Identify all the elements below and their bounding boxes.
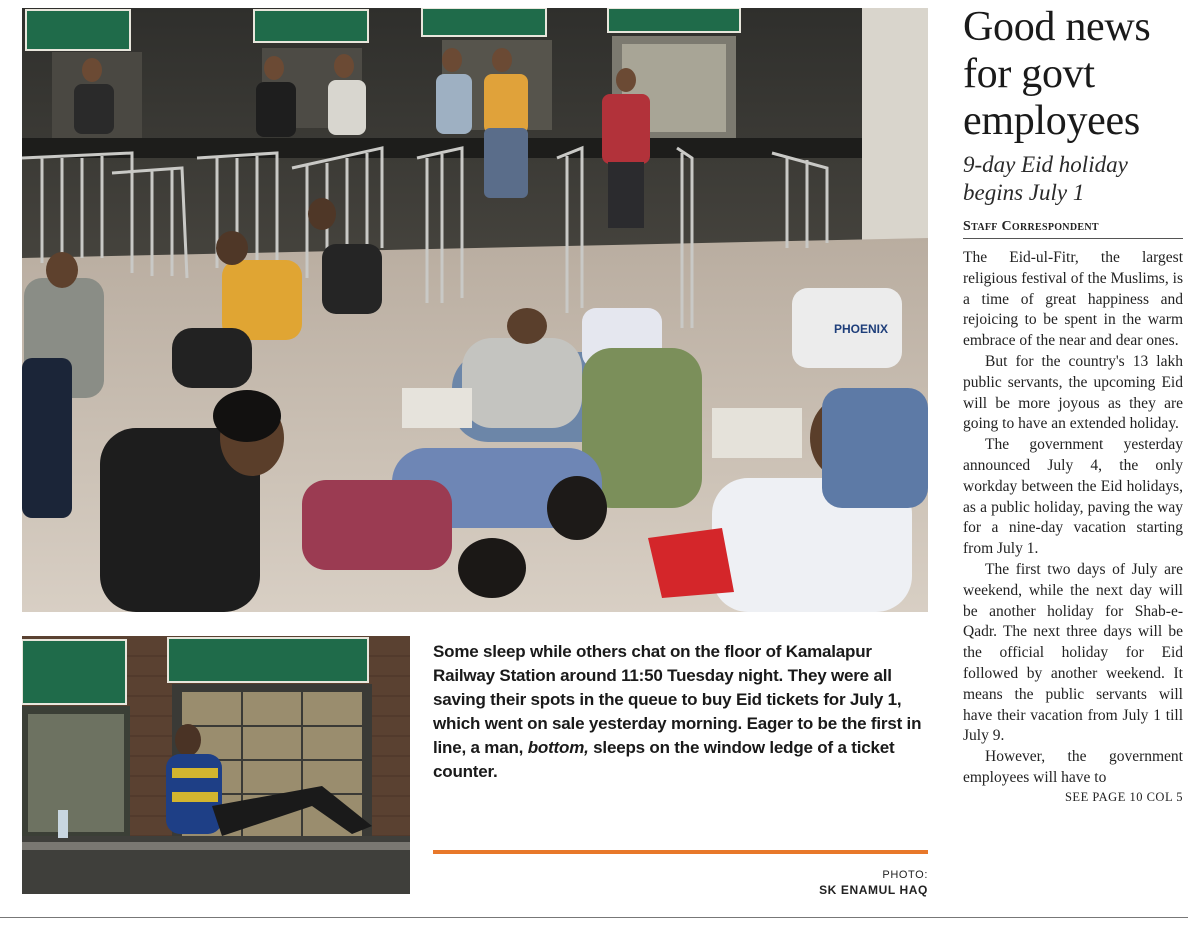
news-story <box>963 4 1183 805</box>
story-headline: Good news for govt employees <box>963 4 1151 144</box>
main-photo-illustration <box>22 8 928 612</box>
shirt-text: PHOENIX <box>834 322 889 336</box>
main-photo <box>22 8 928 612</box>
story-paragraph-5: However, the government employees will have to <box>963 748 1183 786</box>
photo-credit-label: PHOTO: <box>882 869 928 881</box>
story-paragraph-4: The first two days of July are weekend, while the next day will be another holiday for Shab-e-Qadr. The next three days will be the official holiday for Eid followed by another weekend. It means the public servants will have their vacation from July 1 till July 9. <box>963 560 1183 745</box>
story-subhead: 9-day Eid holiday begins July 1 <box>963 152 1128 205</box>
inset-photo-illustration <box>22 636 410 894</box>
story-paragraph-3: The government yesterday announced July 4, the only workday between the Eid holidays, as a public holiday, paving the way for a nine-day vacation starting from July 1. <box>963 436 1183 558</box>
photo-caption <box>433 640 933 784</box>
story-body <box>963 248 1183 789</box>
story-paragraph-2: But for the country's 13 lakh public servants, the upcoming Eid will be more joyous as they are going to have an extended holiday. <box>963 352 1183 433</box>
caption-text-part1: Some sleep while others chat on the floor of Kamalapur Railway Station around 11:50 Tuesday night. They were all saving their spots in the queue to buy Eid tickets for July 1, which went on sale yesterday morning. Eager to be the first in line, a man, <box>433 642 922 757</box>
story-jump-link[interactable]: SEE PAGE 10 COL 5 <box>1064 789 1183 804</box>
caption-text-part2: sleeps on the window ledge of a ticket counter. <box>433 738 895 781</box>
photo-credit <box>700 868 928 898</box>
photo-credit-name: SK ENAMUL HAQ <box>819 883 928 897</box>
page-bottom-rule <box>0 917 1188 918</box>
story-byline: Staff Correspondent <box>963 219 1183 239</box>
inset-photo <box>22 636 410 894</box>
story-paragraph-1: The Eid-ul-Fitr, the largest religious festival of the Muslims, is a time of great happiness and rejoicing to be spent in the warm embrace of the near and dear ones. <box>963 249 1183 350</box>
caption-divider <box>433 850 928 854</box>
caption-emphasis: bottom, <box>527 738 589 757</box>
